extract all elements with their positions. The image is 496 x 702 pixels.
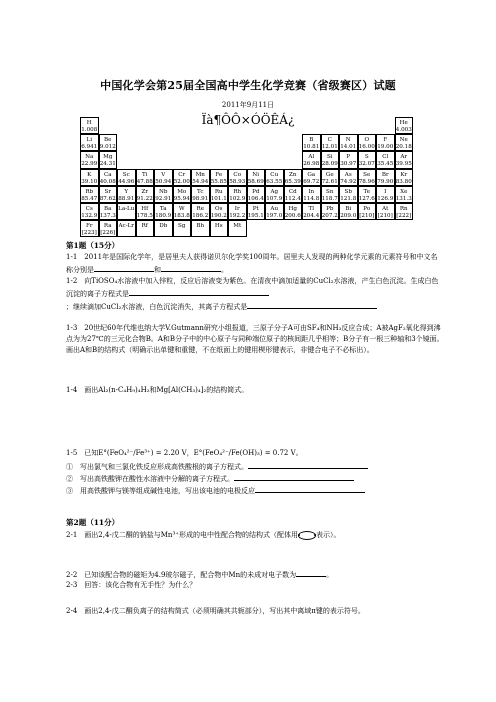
element-mass: 207.2 xyxy=(321,213,338,219)
element-symbol: Cs xyxy=(85,206,93,212)
element-mass: 121.8 xyxy=(340,195,357,202)
element-cell xyxy=(154,169,173,186)
element-mass: 74.92 xyxy=(340,178,357,185)
element-mass: 55.85 xyxy=(210,178,227,185)
element-symbol: Nb xyxy=(159,188,168,195)
element-cell xyxy=(284,203,303,220)
element-mass: 137.3 xyxy=(99,213,116,219)
element-cell xyxy=(210,220,229,237)
element-symbol: O xyxy=(364,137,370,144)
element-mass: 85.47 xyxy=(81,195,98,202)
element-cell xyxy=(395,134,414,151)
element-symbol: Sn xyxy=(326,188,334,195)
element-symbol: Na xyxy=(85,154,94,161)
element-symbol: Kr xyxy=(400,171,408,178)
element-symbol: Pd xyxy=(252,188,260,195)
element-symbol: Co xyxy=(233,171,242,178)
element-mass: 58.69 xyxy=(247,178,264,185)
answer-blank[interactable] xyxy=(94,263,154,272)
element-cell xyxy=(80,169,99,186)
element-symbol: Re xyxy=(196,206,205,212)
element-mass: 101.1 xyxy=(210,195,227,202)
answer-blank[interactable] xyxy=(248,460,368,469)
element-mass: 183.8 xyxy=(173,213,190,219)
element-symbol: Cl xyxy=(382,154,389,161)
q1-4: 1-4 画出Al₂(n-C₄H₉)₄H₂和Mg[Al(CH₃)₄]₂的结构简式。 xyxy=(66,386,249,394)
element-symbol: Ar xyxy=(400,154,408,161)
element-symbol: Se xyxy=(363,171,371,178)
element-cell xyxy=(173,186,192,203)
q1-5b-text: ② 写出高铁酸钾在酸性水溶液中分解的离子方程式。 xyxy=(66,475,234,483)
element-cell xyxy=(191,220,210,237)
element-mass: 204.4 xyxy=(303,213,320,219)
element-symbol: Mg xyxy=(103,154,113,161)
element-symbol: Te xyxy=(363,188,371,195)
element-symbol: Ra xyxy=(103,223,112,230)
element-symbol: I xyxy=(384,188,387,195)
element-symbol: V xyxy=(161,171,166,178)
element-mass: 24.31 xyxy=(99,161,116,168)
element-cell xyxy=(136,220,155,237)
element-symbol: Ba xyxy=(104,206,112,212)
element-symbol: Ir xyxy=(234,206,240,212)
element-cell xyxy=(247,186,266,203)
element-mass: [226] xyxy=(100,230,116,237)
element-mass: 1.008 xyxy=(81,127,98,133)
element-mass: 79.90 xyxy=(377,178,394,185)
element-cell xyxy=(265,203,284,220)
element-cell xyxy=(321,186,340,203)
element-cell xyxy=(358,203,377,220)
q1-1-text: 1-1 2011年是国际化学年，是居里夫人获得诺贝尔化学奖100周年。居里夫人发现的两种化学元素的元素符号和中文名称分别是 xyxy=(66,253,438,275)
element-cell xyxy=(99,134,118,151)
element-symbol: As xyxy=(344,171,352,178)
element-cell xyxy=(228,186,247,203)
element-symbol: P xyxy=(346,154,351,161)
element-mass: 192.2 xyxy=(229,213,246,219)
element-symbol: Rn xyxy=(399,206,408,212)
q1-2-text: 1-2 向TiOSO₄水溶液中加入锌粒，反应后溶液变为紫色。在清夜中滴加适量的CuCl₂水溶液，产生白色沉淀。生成白色沉淀的离子方程式是 xyxy=(66,277,439,299)
element-mass: 63.55 xyxy=(266,178,283,185)
element-symbol: Pb xyxy=(326,206,334,212)
element-cell xyxy=(302,151,321,168)
element-mass: 114.8 xyxy=(303,195,320,202)
element-cell xyxy=(339,203,358,220)
q2-3: 2-3 回答：该化合物有无手性？为什么？ xyxy=(66,581,197,589)
element-mass: 195.1 xyxy=(247,213,264,219)
garbled-heading: Ïà¶ÔÔ×ÓÖÊÁ¿ xyxy=(201,113,295,127)
element-symbol: F xyxy=(383,137,388,144)
element-symbol: Fr xyxy=(85,223,93,230)
element-mass: 190.2 xyxy=(210,213,227,219)
element-cell xyxy=(247,203,266,220)
element-mass: 72.61 xyxy=(321,178,338,185)
q1-5c-text: ③ 用高铁酸钾与镁等组成碱性电池，写出该电池的电极反应 xyxy=(66,487,255,495)
element-mass: 50.94 xyxy=(155,178,172,185)
answer-blank[interactable] xyxy=(296,568,326,577)
element-cell xyxy=(376,151,395,168)
element-cell xyxy=(358,151,377,168)
element-symbol: Cd xyxy=(288,188,297,195)
q1-1-mid: 和 xyxy=(154,266,161,275)
element-symbol: Ta xyxy=(159,206,167,212)
element-cell xyxy=(376,169,395,186)
element-mass: 126.9 xyxy=(377,195,394,202)
element-mass: 52.00 xyxy=(173,178,190,185)
element-cell xyxy=(302,134,321,151)
element-symbol: Ge xyxy=(325,171,334,178)
answer-blank[interactable] xyxy=(161,263,221,272)
element-mass: 26.98 xyxy=(303,161,320,168)
q2-1 xyxy=(66,530,444,541)
element-cell xyxy=(99,169,118,186)
element-mass: 209.0 xyxy=(340,213,357,219)
element-mass: 6.941 xyxy=(81,144,98,151)
element-mass: 92.91 xyxy=(155,195,172,202)
element-symbol: Ru xyxy=(214,188,223,195)
element-symbol: At xyxy=(382,206,389,212)
element-symbol: N xyxy=(345,137,351,144)
q1-heading: 第1题（15分） xyxy=(66,241,120,250)
element-symbol: Rf xyxy=(141,223,148,230)
element-mass: 12.01 xyxy=(321,144,338,151)
element-cell xyxy=(228,220,247,237)
q1-3: 1-3 20世纪60年代维也纳大学V.Gutmann研究小组报道，三原子分子A可由SF₄和NH₃反应合成；A被AgF₂氧化得到沸点为为27℃的三元化合物B。A和B分子中的中心原子与同种端位原子的核间距几乎相等；B分子有一根三种轴和3个镜面。画出A和B的结构式（明确示出单键和重键，不在纸面上的键用楔形键表示，非键合电子不必标出）。 xyxy=(66,324,444,355)
element-symbol: Tl xyxy=(308,206,315,212)
element-symbol: Tc xyxy=(197,188,204,195)
element-cell xyxy=(358,186,377,203)
element-cell xyxy=(228,169,247,186)
element-symbol: Ne xyxy=(399,137,408,144)
element-cell xyxy=(136,186,155,203)
element-cell xyxy=(80,117,99,134)
element-mass: 186.2 xyxy=(192,213,209,219)
element-cell xyxy=(302,186,321,203)
element-symbol: Sr xyxy=(104,188,111,195)
element-symbol: Mt xyxy=(233,223,242,230)
element-symbol: Bi xyxy=(345,206,352,212)
element-symbol: Ac-Lr xyxy=(118,223,134,230)
element-mass: 107.9 xyxy=(266,195,283,202)
element-symbol: He xyxy=(399,120,408,126)
element-cell xyxy=(80,151,99,168)
element-cell xyxy=(210,186,229,203)
element-symbol: Po xyxy=(363,206,371,212)
element-mass: 20.18 xyxy=(395,144,412,151)
element-symbol: H xyxy=(86,120,92,126)
element-mass: 127.6 xyxy=(358,195,375,202)
element-mass: 106.4 xyxy=(247,195,264,202)
answer-blank[interactable] xyxy=(255,484,365,493)
element-mass: [210] xyxy=(359,213,375,219)
q1-5: 1-5 已知E°(FeO₄²⁻/Fe³⁺) = 2.20 V，E°(FeO₄²⁻/Fe(OH)₃) = 0.72 V。 xyxy=(66,449,303,457)
element-symbol: Rh xyxy=(233,188,242,195)
element-symbol: Hf xyxy=(141,206,149,212)
element-cell xyxy=(80,220,99,237)
element-symbol: Sg xyxy=(178,223,186,230)
element-cell xyxy=(358,169,377,186)
element-symbol: Ca xyxy=(103,171,112,178)
element-symbol: Al xyxy=(308,154,315,161)
element-mass: 40.08 xyxy=(99,178,116,185)
element-cell xyxy=(265,169,284,186)
element-symbol: La-Lu xyxy=(118,206,135,212)
element-cell xyxy=(210,169,229,186)
q1-1: 1-1 2011年是国际化学年，是居里夫人获得诺贝尔化学奖100周年。居里夫人发现的两种化学元素的元素符号和中文名称分别是 和 。 xyxy=(66,253,438,275)
element-mass: 39.95 xyxy=(395,161,412,168)
element-symbol: Sb xyxy=(344,188,352,195)
element-mass: 178.5 xyxy=(136,213,153,219)
element-mass: [210] xyxy=(377,213,393,219)
element-cell xyxy=(117,169,136,186)
element-cell xyxy=(99,186,118,203)
element-symbol: Au xyxy=(270,206,279,212)
q2-2-text: 2-2 已知该配合物的磁矩为4.9玻尔磁子，配合物中Mn的未成对电子数为 xyxy=(66,571,297,579)
element-symbol: In xyxy=(308,188,315,195)
element-cell xyxy=(117,186,136,203)
q2-1-end: 表示）。 xyxy=(315,531,341,539)
element-cell xyxy=(339,186,358,203)
q1-2 xyxy=(66,276,444,314)
element-cell xyxy=(99,203,118,220)
answer-blank[interactable] xyxy=(129,287,269,296)
element-symbol: Mn xyxy=(195,171,205,178)
element-symbol: Ti xyxy=(141,171,148,178)
element-symbol: Bh xyxy=(196,223,205,230)
element-mass: 98.91 xyxy=(192,195,209,202)
element-cell xyxy=(376,134,395,151)
element-symbol: Br xyxy=(381,171,389,178)
element-cell xyxy=(154,203,173,220)
element-mass: 39.10 xyxy=(81,178,98,185)
q1-5c xyxy=(66,484,444,497)
exam-date: 2011年9月11日 xyxy=(221,101,275,109)
element-cell xyxy=(228,203,247,220)
element-symbol: K xyxy=(87,171,92,178)
element-mass: 180.9 xyxy=(155,213,172,219)
element-mass: 197.0 xyxy=(266,213,283,219)
element-symbol: Be xyxy=(104,137,112,144)
element-mass: 132.9 xyxy=(81,213,98,219)
element-mass: 19.00 xyxy=(377,144,394,151)
element-symbol: Zr xyxy=(141,188,149,195)
element-mass: [222] xyxy=(396,213,412,219)
element-mass: 83.80 xyxy=(395,178,412,185)
element-cell xyxy=(210,203,229,220)
element-cell xyxy=(395,186,414,203)
element-cell xyxy=(321,151,340,168)
element-mass: 118.7 xyxy=(321,195,338,202)
element-cell xyxy=(191,186,210,203)
element-symbol: S xyxy=(364,154,369,161)
q2-2: 2-2 已知该配合物的磁矩为4.9玻尔磁子，配合物中Mn的未成对电子数为 。 xyxy=(66,568,444,581)
element-cell xyxy=(339,134,358,151)
element-mass: 69.72 xyxy=(303,178,320,185)
element-cell xyxy=(395,117,414,134)
element-symbol: Xe xyxy=(400,188,408,195)
element-symbol: Cr xyxy=(178,171,186,178)
element-mass: 54.94 xyxy=(192,178,209,185)
element-symbol: B xyxy=(309,137,314,144)
element-symbol: Ag xyxy=(270,188,279,195)
element-mass: 30.97 xyxy=(340,161,357,168)
element-cell xyxy=(321,203,340,220)
element-mass: 28.09 xyxy=(321,161,338,168)
element-symbol: Rb xyxy=(85,188,94,195)
element-cell xyxy=(99,151,118,168)
q2-4: 2-4 画出2,4-戊二酮负离子的结构简式（必须明确其共轭部分），写出其中离域π键的表示符号。 xyxy=(66,607,365,615)
element-cell xyxy=(136,169,155,186)
element-mass: [223] xyxy=(81,230,97,237)
element-mass: 91.22 xyxy=(136,195,153,202)
ligand-ring-icon xyxy=(298,531,316,540)
element-mass: 44.96 xyxy=(118,178,135,185)
exam-title: 中国化学会第25届全国高中学生化学竞赛（省级赛区）试题 xyxy=(100,79,396,92)
element-symbol: Y xyxy=(124,188,129,195)
element-cell xyxy=(302,203,321,220)
element-cell xyxy=(302,169,321,186)
element-cell xyxy=(80,186,99,203)
element-cell xyxy=(376,203,395,220)
element-mass: 16.00 xyxy=(358,144,375,151)
element-mass: 14.01 xyxy=(340,144,357,151)
element-mass: 4.003 xyxy=(395,127,412,133)
element-cell xyxy=(173,203,192,220)
element-cell xyxy=(395,151,414,168)
q1-5a-text: ① 写出氯气和三氯化铁反应形成高铁酸根的离子方程式。 xyxy=(66,463,248,471)
element-mass: 9.012 xyxy=(99,144,116,151)
element-cell xyxy=(339,151,358,168)
element-mass: 65.39 xyxy=(284,178,301,185)
element-symbol: Li xyxy=(86,137,92,144)
element-symbol: Si xyxy=(326,154,333,161)
element-cell xyxy=(321,169,340,186)
element-mass: 95.94 xyxy=(173,195,190,202)
element-cell xyxy=(80,203,99,220)
element-cell xyxy=(99,220,118,237)
element-cell xyxy=(376,186,395,203)
element-cell xyxy=(284,186,303,203)
element-cell xyxy=(80,134,99,151)
element-cell xyxy=(117,203,136,220)
answer-blank[interactable] xyxy=(234,472,354,481)
element-cell xyxy=(265,186,284,203)
element-mass: 200.6 xyxy=(284,213,301,219)
element-cell xyxy=(395,203,414,220)
element-cell xyxy=(191,203,210,220)
element-cell xyxy=(395,169,414,186)
element-symbol: Os xyxy=(215,206,223,212)
element-mass: 47.88 xyxy=(136,178,153,185)
element-mass: 10.81 xyxy=(303,144,320,151)
element-symbol: Pt xyxy=(252,206,259,212)
element-mass: 58.93 xyxy=(229,178,246,185)
element-symbol: Fe xyxy=(215,171,223,178)
element-mass: 35.45 xyxy=(377,161,394,168)
element-cell xyxy=(191,169,210,186)
element-cell xyxy=(173,169,192,186)
element-symbol: W xyxy=(178,206,185,212)
element-symbol: Db xyxy=(159,223,168,230)
element-symbol: Ga xyxy=(307,171,316,178)
element-mass: 102.9 xyxy=(229,195,246,202)
element-symbol: Hs xyxy=(214,223,223,230)
element-cell xyxy=(339,169,358,186)
element-symbol: Ni xyxy=(252,171,260,178)
element-cell xyxy=(321,134,340,151)
element-symbol: Zn xyxy=(289,171,297,178)
element-mass: 112.4 xyxy=(284,195,301,202)
element-cell xyxy=(136,203,155,220)
element-cell xyxy=(358,134,377,151)
element-mass: 131.3 xyxy=(395,195,412,202)
answer-blank[interactable] xyxy=(247,300,377,309)
element-symbol: C xyxy=(327,137,332,144)
element-mass: 87.62 xyxy=(99,195,116,202)
element-cell xyxy=(173,220,192,237)
q1-2b-text: ；继续滴加CuCl₂水溶液，白色沉淀消失，其离子方程式是 xyxy=(66,303,248,312)
element-cell xyxy=(284,169,303,186)
element-mass: 78.96 xyxy=(358,178,375,185)
element-mass: 32.07 xyxy=(358,161,375,168)
element-cell xyxy=(154,186,173,203)
element-mass: 22.99 xyxy=(81,161,98,168)
element-symbol: Sc xyxy=(122,171,130,178)
element-symbol: Mo xyxy=(177,188,187,195)
element-symbol: Cu xyxy=(270,171,279,178)
element-cell xyxy=(154,220,173,237)
element-cell xyxy=(117,220,136,237)
element-mass: 88.91 xyxy=(118,195,135,202)
element-cell xyxy=(247,169,266,186)
element-symbol: Hg xyxy=(288,206,297,212)
q2-heading: 第2题（11分） xyxy=(66,518,120,527)
q2-1-text: 2-1 画出2,4-戊二酮的钠盐与Mn³⁺形成的电中性配合物的结构式（配体用 xyxy=(66,531,298,539)
